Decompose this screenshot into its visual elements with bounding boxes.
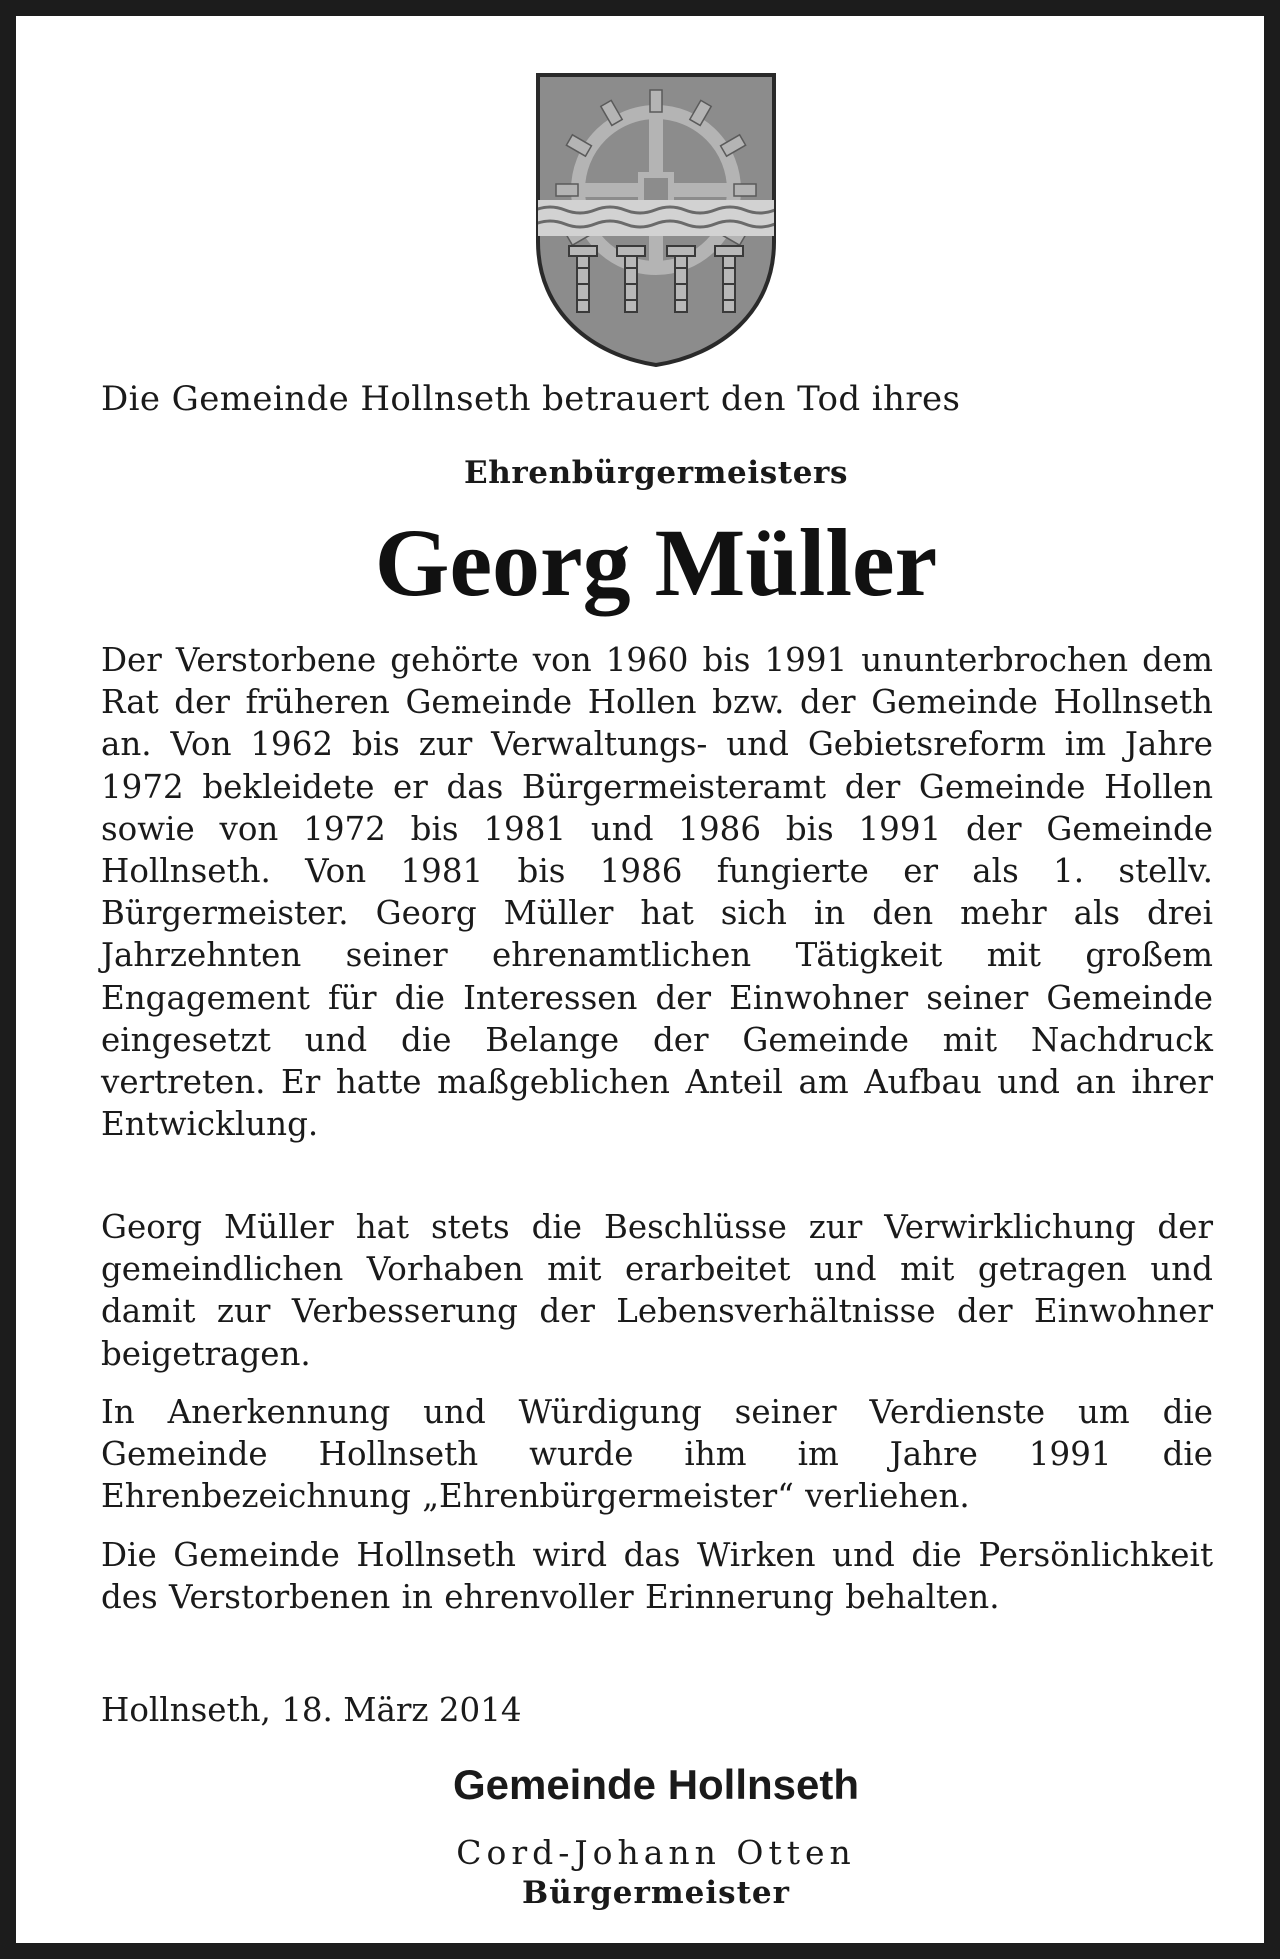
place-date: Hollnseth, 18. März 2014 bbox=[101, 1691, 522, 1729]
paragraph-career: Der Verstorbene gehörte von 1960 bis 1991 ununterbrochen dem Rat der früheren Gemeinde Hollen bzw. der Gemeinde Hollnseth an. Von 1962 bis zur Verwaltungs- und Gebietsreform im Jahre 1972 bekleidete er das Bürgermeisteramt der Gemeinde Hollen sowie von 1972 bis 1981 und 1986 bis 1991 der Gemeinde Hollnseth. Von 1981 bis 1986 fungierte er als 1. stellv. Bürgermeister. Georg Müller hat sich in den mehr als drei Jahrzehnten seiner ehrenamtlichen Tätigkeit mit großem Engagement für die Interessen der Einwohner seiner Gemeinde eingesetzt und die Belange der Gemeinde mit Nachdruck vertreten. Er hatte maßgeblichen Anteil am Aufbau und an ihrer Entwicklung. bbox=[101, 641, 1213, 1144]
signer-name: Cord-Johann Otten bbox=[456, 1833, 856, 1872]
intro-text: Die Gemeinde Hollnseth betrauert den Tod ihres bbox=[101, 379, 961, 419]
deceased-name: Georg Müller bbox=[374, 509, 938, 616]
coat-of-arms-icon bbox=[535, 72, 777, 368]
organization-name: Gemeinde Hollnseth bbox=[452, 1761, 860, 1808]
honorary-title: Ehrenbürgermeisters bbox=[463, 455, 849, 491]
paragraph-honor: In Anerkennung und Würdigung seiner Verdienste um die Gemeinde Hollnseth wurde ihm im Jahre 1991 die Ehrenbezeichnung „Ehrenbürgermeister“ verliehen. bbox=[101, 1393, 1213, 1516]
paragraph-projects: Georg Müller hat stets die Beschlüsse zur Verwirklichung der gemeindlichen Vorhaben mit erarbeitet und mit getragen und damit zur Verbesserung der Lebensverhältnisse der Einwohner beigetragen. bbox=[101, 1208, 1213, 1373]
signer-title: Bürgermeister bbox=[522, 1875, 790, 1911]
paragraph-remembrance: Die Gemeinde Hollnseth wird das Wirken und die Persönlichkeit des Verstorbenen in ehrenvoller Erinnerung behalten. bbox=[101, 1536, 1213, 1617]
